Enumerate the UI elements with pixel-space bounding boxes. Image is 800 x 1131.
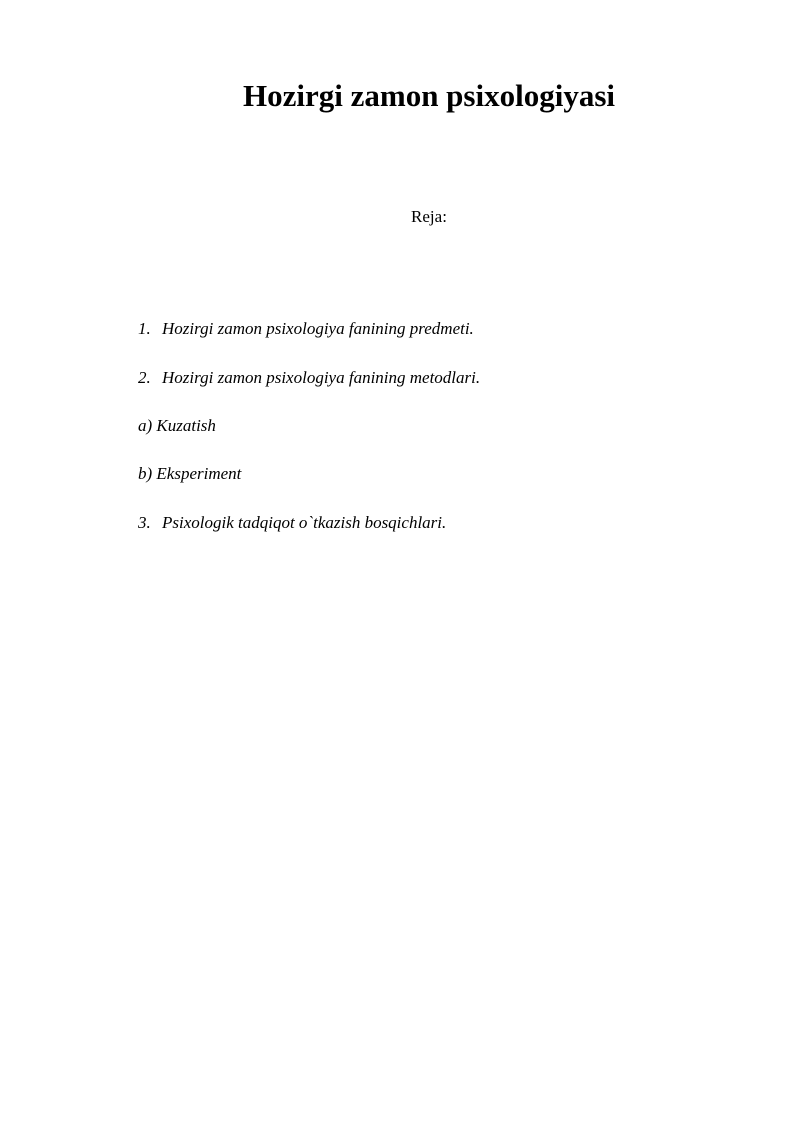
plan-heading: Reja: [411, 207, 447, 226]
plan-item-text: Hozirgi zamon psixologiya fanining metodlari. [162, 368, 481, 387]
plan-subitem-a [138, 415, 216, 437]
plan-item-3 [138, 512, 446, 534]
plan-item-text: Hozirgi zamon psixologiya fanining predmeti. [162, 319, 474, 338]
document-title: Hozirgi zamon psixologiyasi [243, 78, 615, 113]
plan-item-1 [138, 318, 474, 340]
plan-subitem-text: b) Eksperiment [138, 464, 242, 483]
plan-subitem-text: a) Kuzatish [138, 416, 216, 435]
plan-item-2 [138, 367, 480, 389]
plan-item-number: 3. [138, 513, 151, 532]
plan-subitem-b [138, 463, 241, 485]
plan-item-number: 1. [138, 319, 151, 338]
plan-item-text: Psixologik tadqiqot o`tkazish bosqichlari. [162, 513, 447, 532]
plan-item-number: 2. [138, 368, 151, 387]
